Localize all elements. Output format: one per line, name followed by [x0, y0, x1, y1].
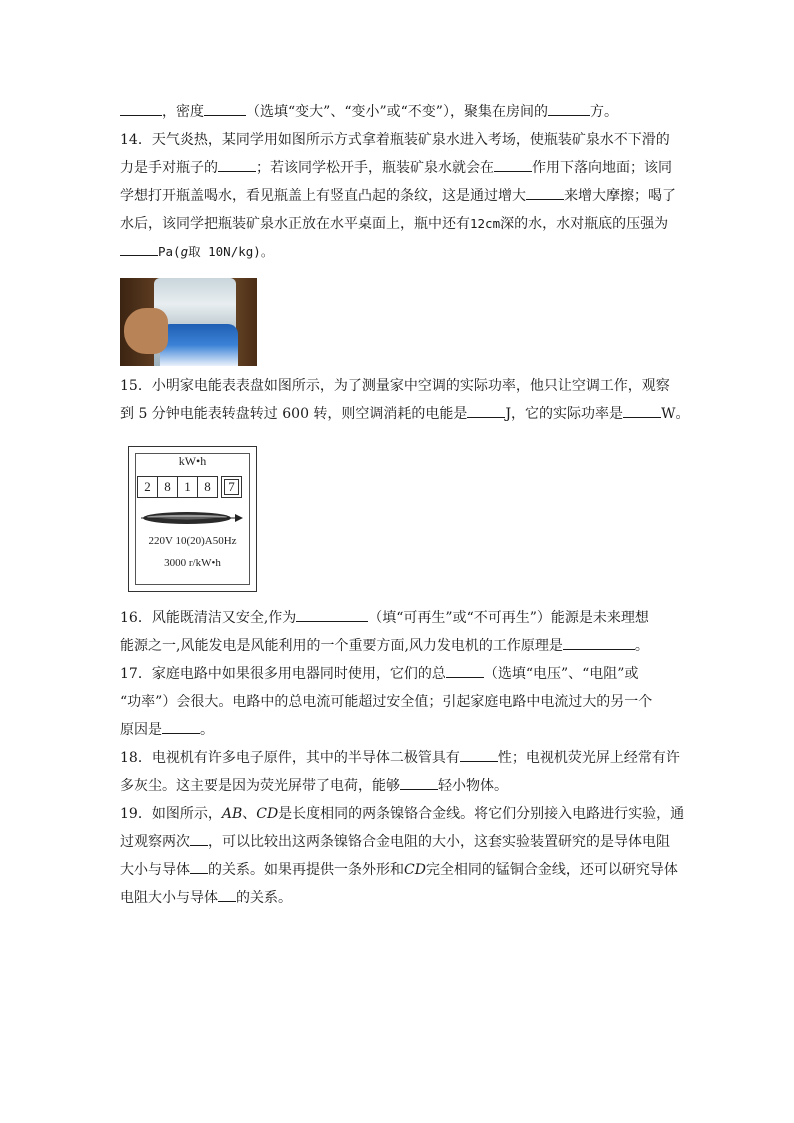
- q16-line-2: 能源之一,风能发电是风能利用的一个重要方面,风力发电机的工作原理是 。: [120, 632, 680, 660]
- meter-digit: 1: [177, 476, 198, 498]
- answer-blank: [548, 101, 590, 116]
- answer-blank: [190, 831, 208, 846]
- answer-blank: [218, 157, 256, 172]
- meter-digit: 8: [157, 476, 178, 498]
- q17-line-1: 17．家庭电路中如果很多用电器同时使用，它们的总 （选填“电压”、“电阻”或: [120, 660, 680, 688]
- q15-line-2: 到 5 分钟电能表转盘转过 600 转，则空调消耗的电能是 J，它的实际功率是 W。: [120, 400, 680, 428]
- q14-line-5: Pa(g取 10N/kg)。: [120, 238, 680, 266]
- answer-blank: [563, 635, 635, 650]
- answer-blank: [446, 663, 484, 678]
- q14-line-4: 水后，该同学把瓶装矿泉水正放在水平桌面上，瓶中还有12cm深的水，水对瓶底的压强为: [120, 216, 669, 232]
- q13-tail-line: ，密度 （选填“变大”、“变小”或“不变”），聚集在房间的 方。: [120, 98, 680, 126]
- bottle-label: [160, 324, 238, 366]
- q17-line-3: 原因是 。: [120, 716, 680, 744]
- q19-line-4: 电阻大小与导体 的关系。: [120, 884, 680, 912]
- hand-thumb: [124, 308, 168, 354]
- answer-blank: [460, 747, 498, 762]
- q19-line-3: 大小与导体 的关系。如果再提供一条外形和CD完全相同的锰铜合金线，还可以研究导体: [120, 856, 680, 884]
- answer-blank: [296, 607, 368, 622]
- answer-blank: [218, 887, 236, 902]
- answer-blank: [190, 859, 208, 874]
- q19-line-1: 19．如图所示，AB、CD是长度相同的两条镍铬合金线。将它们分别接入电路进行实验，通: [120, 806, 685, 822]
- meter-digit: 8: [197, 476, 218, 498]
- answer-blank: [494, 157, 532, 172]
- meter-disc-icon: [139, 509, 244, 527]
- meter-digit: 2: [137, 476, 158, 498]
- meter-digits: [137, 476, 241, 498]
- question-page: [120, 98, 690, 912]
- answer-blank: [204, 101, 246, 116]
- answer-blank: [120, 241, 158, 256]
- q14-line-2: 力是手对瓶子的 ；若该同学松开手，瓶装矿泉水就会在 作用下落向地面；该同: [120, 154, 680, 182]
- meter-unit: kW•h: [178, 454, 207, 468]
- water-bottle-photo: [120, 278, 257, 366]
- energy-meter-diagram: [128, 446, 257, 592]
- q18-line-2: 多灰尘。这主要是因为荧光屏带了电荷，能够 轻小物体。: [120, 772, 680, 800]
- q15-line-1: 15．小明家电能表表盘如图所示，为了测量家中空调的实际功率，他只让空调工作，观察: [120, 378, 670, 394]
- answer-blank: [400, 775, 438, 790]
- meter-rating: 220V 10(20)A50Hz: [148, 535, 237, 547]
- q14-line-1: 14．天气炎热，某同学用如图所示方式拿着瓶装矿泉水进入考场，使瓶装矿泉水不下滑的: [120, 132, 670, 148]
- answer-blank: [526, 185, 564, 200]
- answer-blank: [162, 719, 200, 734]
- meter-constant: 3000 r/kW•h: [164, 557, 221, 569]
- answer-blank: [623, 403, 661, 418]
- q14-line-3: 学想打开瓶盖喝水，看见瓶盖上有竖直凸起的条纹，这是通过增大 来增大摩擦；喝了: [120, 182, 680, 210]
- q18-line-1: 18．电视机有许多电子原件，其中的半导体二极管具有 性；电视机荧光屏上经常有许: [120, 744, 680, 772]
- meter-digit-decimal: 7: [221, 476, 242, 498]
- q19-line-2: 过观察两次 ，可以比较出这两条镍铬合金电阻的大小，这套实验装置研究的是导体电阻: [120, 828, 680, 856]
- answer-blank: [467, 403, 505, 418]
- q17-line-2: “功率”）会很大。电路中的总电流可能超过安全值；引起家庭电路中电流过大的另一个: [120, 694, 653, 710]
- answer-blank: [120, 101, 162, 116]
- q16-line-1: 16．风能既清洁又安全,作为 （填“可再生”或“不可再生”）能源是未来理想: [120, 604, 680, 632]
